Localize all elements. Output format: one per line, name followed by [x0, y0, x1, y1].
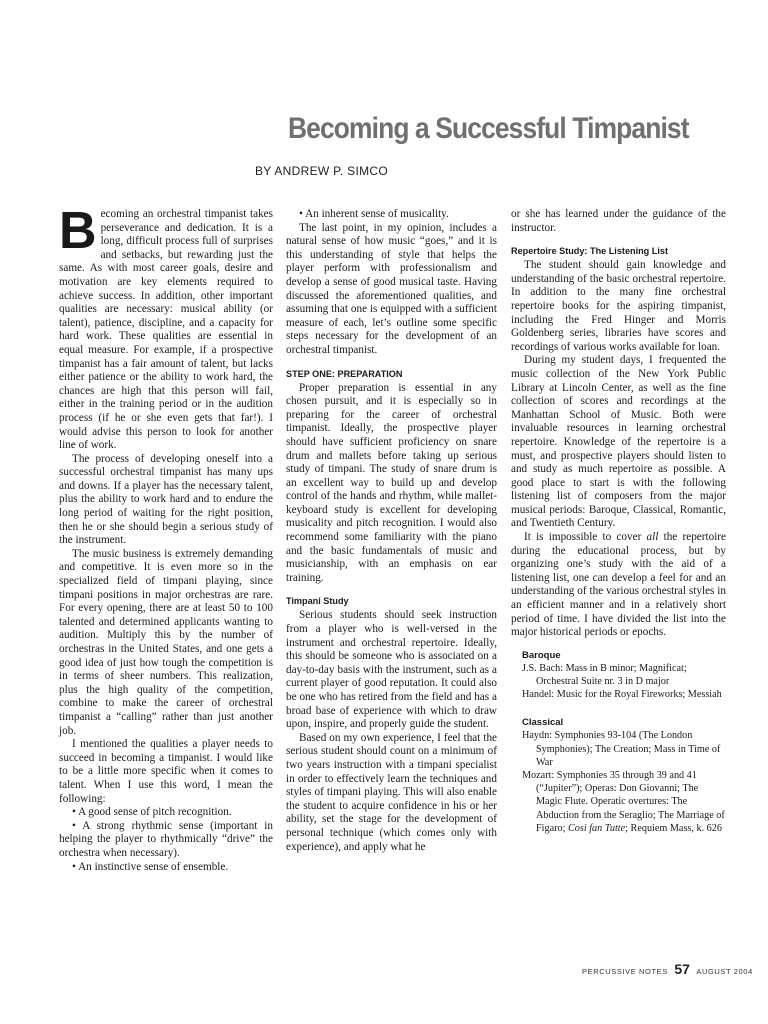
paragraph: or she has learned under the guidance of the instructor.	[511, 208, 726, 234]
paragraph: The process of developing oneself into a successful orchestral timpanist has many ups and downs. If a player has the necessary talent, plus the ability to work hard and to endure the long period of waiting for the right position, then he or she should begin a serious study of the instrument.	[59, 452, 273, 547]
repertoire-entry: Haydn: Symphonies 93-104 (The London Symphonies); The Creation; Mass in Time of War	[522, 730, 721, 768]
article-title: Becoming a Successful Timpanist	[288, 112, 689, 145]
page-number: 57	[674, 961, 690, 977]
era-heading-classical: Classical	[522, 717, 564, 729]
column-1	[59, 202, 273, 874]
paragraph: Serious students should seek instruction from a player who is well-versed in the instrument and orchestral repertoire. Ideally, this should be someone who is associated on a day-to-day basis with the instrument, such as a current player of good reputation. It could also be one who has retired from the field and has a broad base of experience with which to draw upon, inspire, and properly guide the student.	[286, 609, 497, 731]
issue-date: AUGUST 2004	[696, 967, 753, 976]
column-3	[511, 208, 726, 835]
paragraph: The last point, in my opinion, includes a natural sense of how music “goes,” and it is this understanding of style that helps the player perform with professionalism and develop a sense of good musical taste. Having discussed the aforementioned qualities, and assuming that one is equipped with a sufficient measure of each, let’s outline some specific steps necessary for the development of an orchestral timpanist.	[286, 221, 497, 356]
paragraph: Becoming an orchestral timpanist takes perseverance and dedication. It is a long, difficult process full of surprises and setbacks, but rewarding just the same. As with most career goals, desire and motivation are key elements required to achieve success. In addition, other important qualities are necessary: musical ability (or talent), patience, discipline, and a capacity for hard work. These qualities are essential in equal measure. For example, if a prospective timpanist has a fair amount of talent, but lacks either patience or the ability to work hard, the chances are high that this person will fail, either in the training period or in the audition process (if he or she even gets that far!). I would advise this person to look for another line of work.	[59, 202, 273, 452]
paragraph: During my student days, I frequented the music collection of the New York Public Library at Lincoln Center, as well as the fine collection of scores and recordings at the Manhattan School of Music. Both were invaluable resources in learning orchestral repertoire. Knowledge of the repertoire is a must, and prospective players should listen to and study as much repertoire as possible. A good place to start is with the following listening list of composers from the major musical periods: Baroque, Classical, Romantic, and Twentieth Century.	[511, 354, 726, 530]
paragraph: The student should gain knowledge and understanding of the basic orchestral repertoire. In addition to the many fine orchestral repertoire books for the aspiring timpanist, including the Fred Hinger and Morris Goldenberg series, libraries have scores and recordings of various works available for loan.	[511, 259, 726, 353]
magazine-name: PERCUSSIVE NOTES	[582, 967, 668, 976]
subsection-heading: Timpani Study	[286, 596, 349, 608]
paragraph: I mentioned the qualities a player needs to succeed in becoming a timpanist. I would like to be a little more specific when it comes to talent. When I use this word, I mean the following:	[59, 738, 273, 805]
repertoire-entry: Handel: Music for the Royal Fireworks; Messiah	[522, 689, 722, 701]
column-2	[286, 208, 497, 854]
byline: BY ANDREW P. SIMCO	[255, 164, 388, 178]
page-footer	[582, 961, 753, 979]
repertoire-entry: Mozart: Symphonies 35 through 39 and 41 (“Jupiter”); Operas: Don Giovanni; The Magic Flute. Operatic overtures: The Abduction from the Seraglio; The Marriage of Figaro; Cosi fan Tutte; Requiem Mass, k. 626	[522, 770, 725, 834]
section-heading: STEP ONE: PREPARATION	[286, 368, 403, 380]
paragraph: Proper preparation is essential in any chosen pursuit, and it is especially so in preparing for the career of orchestral timpanist. Ideally, the prospective player should have sufficient proficiency on snare drum and mallets before taking up serious study of timpani. The study of snare drum is an excellent way to build up and develop control of the hands and rhythm, while mallet-keyboard study is excellent for developing musicality and pitch recognition. I would also recommend some familiarity with the piano and the basic fundamentals of music and musicianship, with an emphasis on ear training.	[286, 381, 497, 584]
bullet-item: • An inherent sense of musicality.	[299, 208, 449, 220]
subsection-heading: Repertoire Study: The Listening List	[511, 246, 668, 258]
paragraph: The music business is extremely demanding and competitive. It is even more so in the specialized field of timpani playing, since timpani positions in major orchestras are rare. For every opening, there are at least 50 to 100 talented and determined applicants wanting to audition. Multiply this by the number of orchestras in the United States, and one gets a good idea of just how tough the competition is in terms of sheer numbers. This realization, plus the high quality of the competition, combine to make the career of orchestral timpanist a “calling” rather than just another job.	[59, 547, 273, 737]
paragraph: Based on my own experience, I feel that the serious student should count on a minimum of two years instruction with a timpani specialist in order to effectively learn the techniques and styles of timpani playing. This will also enable the student to acquire confidence in his or her ability, set the stage for the development of personal technique (which comes only with experience), and apply what he	[286, 731, 497, 853]
drop-cap: B	[59, 202, 97, 260]
paragraph: It is impossible to cover all the repertoire during the educational process, but by organizing one’s study with the aid of a listening list, one can develop a feel for and an understanding of the various orchestral styles in an efficient manner and in a relatively short period of time. I have divided the list into the major historical periods or epochs.	[511, 531, 726, 639]
bullet-item: • A strong rhythmic sense (important in helping the player to rhythmically “drive” the orchestra when necessary).	[59, 819, 273, 859]
repertoire-entry: J.S. Bach: Mass in B minor; Magnificat; Orchestral Suite nr. 3 in D major	[522, 662, 687, 688]
era-heading-baroque: Baroque	[522, 649, 561, 661]
bullet-item: • An instinctive sense of ensemble.	[72, 860, 229, 873]
bullet-item: • A good sense of pitch recognition.	[72, 806, 232, 819]
